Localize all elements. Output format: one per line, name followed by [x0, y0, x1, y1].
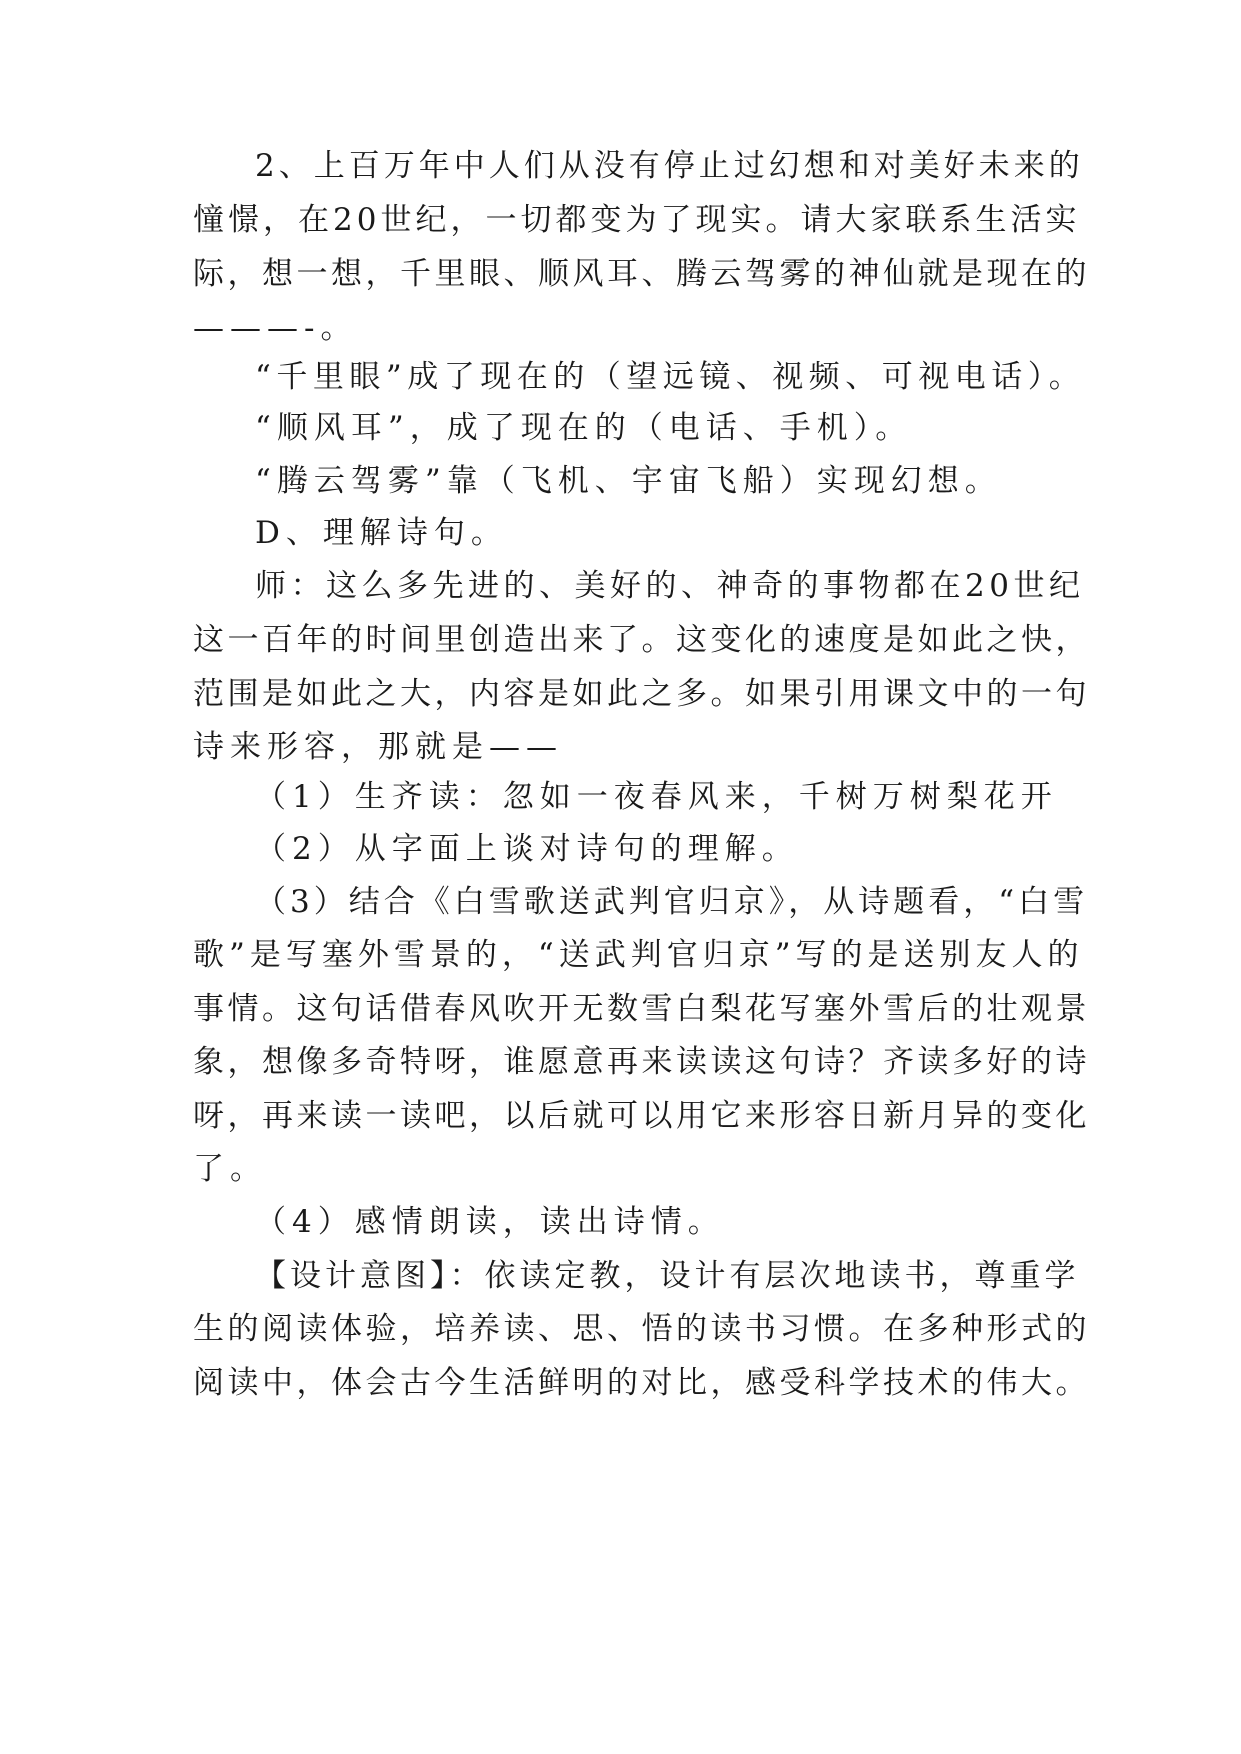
- paragraph-line: 阅读中，体会古今生活鲜明的对比，感受科学技术的伟大。: [193, 1365, 1090, 1401]
- paragraph-line: 歌”是写塞外雪景的，“送武判官归京”写的是送别友人的: [193, 937, 1084, 973]
- paragraph-line: 这一百年的时间里创造出来了。这变化的速度是如此之快，: [193, 622, 1090, 658]
- paragraph-line: “千里眼”成了现在的（望远镜、视频、可视电话）。: [255, 359, 1086, 395]
- paragraph-line: （1）生齐读：忽如一夜春风来，千树万树梨花开: [255, 779, 1058, 815]
- paragraph-line: （2）从字面上谈对诗句的理解。: [255, 831, 799, 867]
- design-intent-line: 【设计意图】：依读定教，设计有层次地读书，尊重学: [255, 1258, 1080, 1294]
- paragraph-line: ———-。: [193, 310, 358, 346]
- paragraph-line: （3）结合《白雪歌送武判官归京》，从诗题看，“白雪: [255, 884, 1089, 920]
- paragraph-line: 呀，再来读一读吧，以后就可以用它来形容日新月异的变化: [193, 1098, 1090, 1134]
- paragraph-line: “腾云驾雾”靠（飞机、宇宙飞船）实现幻想。: [255, 463, 1002, 499]
- paragraph-line: 了。: [193, 1151, 267, 1187]
- paragraph-line: 际，想一想，千里眼、顺风耳、腾云驾雾的神仙就是现在的: [193, 256, 1090, 292]
- paragraph-line: 诗来形容，那就是——: [193, 729, 563, 765]
- paragraph-line: 象，想像多奇特呀，谁愿意再来读读这句诗？齐读多好的诗: [193, 1044, 1090, 1080]
- paragraph-line: 憧憬，在20世纪，一切都变为了现实。请大家联系生活实: [193, 202, 1081, 238]
- section-heading: D、理解诗句。: [255, 515, 508, 551]
- paragraph-line: 师：这么多先进的、美好的、神奇的事物都在20世纪: [255, 568, 1085, 604]
- paragraph-line: 范围是如此之大，内容是如此之多。如果引用课文中的一句: [193, 676, 1090, 712]
- paragraph-line: “顺风耳”，成了现在的（电话、手机）。: [255, 410, 913, 446]
- paragraph-line: 生的阅读体验，培养读、思、悟的读书习惯。在多种形式的: [193, 1311, 1090, 1347]
- paragraph-line: 事情。这句话借春风吹开无数雪白梨花写塞外雪后的壮观景: [193, 991, 1090, 1027]
- paragraph-line: （4）感情朗读，读出诗情。: [255, 1204, 725, 1240]
- paragraph-line: 2、上百万年中人们从没有停止过幻想和对美好未来的: [255, 148, 1084, 184]
